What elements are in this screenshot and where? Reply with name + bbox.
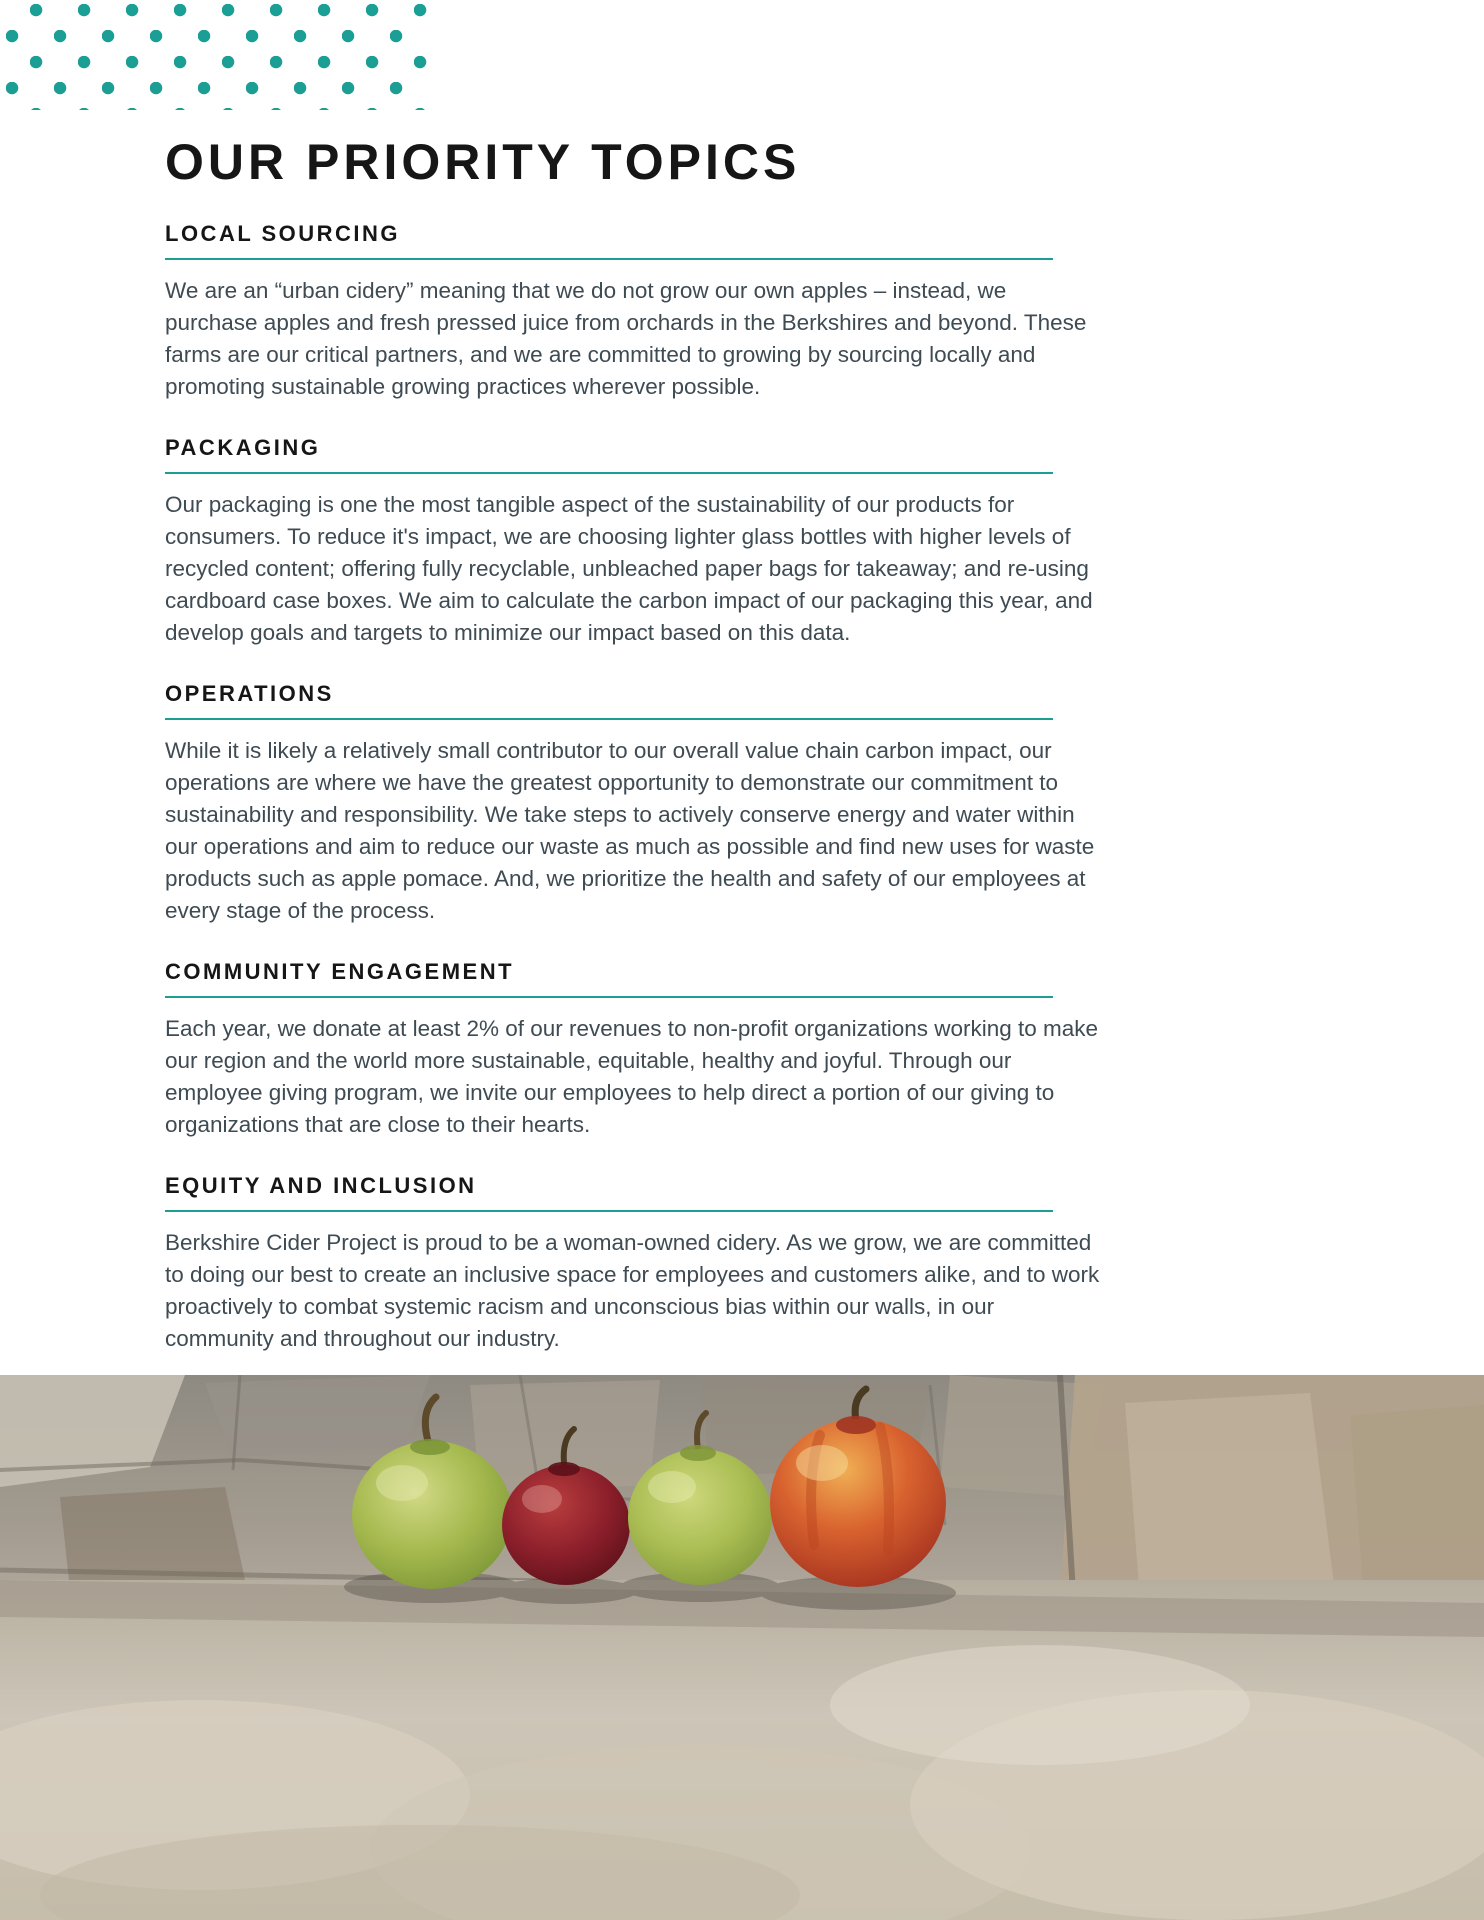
section-body: We are an “urban cidery” meaning that we do not grow our own apples – instead, we purchase apples and fresh pressed juice from orchards in the Berkshires and beyond. These farms are our critical partners, and we are committed to growing by sourcing locally and promoting sustainable growing practices wherever possible. [165, 277, 1087, 399]
section-heading: LOCAL SOURCING [165, 220, 401, 246]
section-body: While it is likely a relatively small contributor to our overall value chain carbon impact, our operations are where we have the greatest opportunity to demonstrate our commitment to sustainability and responsibility. We take steps to actively conserve energy and water within our operations and aim to reduce our waste as much as possible and find new uses for waste products such as apple pomace. And, we prioritize the health and safety of our employees at every stage of the process. [165, 737, 1095, 923]
section-local-sourcing [165, 221, 1110, 403]
section-heading: PACKAGING [165, 434, 321, 460]
section-body: Our packaging is one the most tangible aspect of the sustainability of our products for consumers. To reduce it's impact, we are choosing lighter glass bottles with higher levels of recycled content; offering fully recyclable, unbleached paper bags for takeaway; and re-using cardboard case boxes. We aim to calculate the carbon impact of our packaging this year, and develop goals and targets to minimize our impact based on this data. [165, 491, 1093, 645]
section-heading: COMMUNITY ENGAGEMENT [165, 958, 515, 984]
stone-ledge [0, 1580, 1484, 1920]
section-divider [165, 718, 1053, 720]
section-divider [165, 996, 1053, 998]
section-body: Berkshire Cider Project is proud to be a woman-owned cidery. As we grow, we are committed to doing our best to create an inclusive space for employees and customers alike, and to work proactively to combat systemic racism and unconscious bias within our walls, in our community and throughout our industry. [165, 1229, 1100, 1351]
section-heading: OPERATIONS [165, 680, 334, 706]
section-heading: EQUITY AND INCLUSION [165, 1172, 477, 1198]
section-divider [165, 472, 1053, 474]
section-body: Each year, we donate at least 2% of our revenues to non-profit organizations working to make our region and the world more sustainable, equitable, healthy and joyful. Through our employee giving program, we invite our employees to help direct a portion of our giving to organizations that are close to their hearts. [165, 1015, 1099, 1137]
page-title: OUR PRIORITY TOPICS [165, 134, 801, 190]
section-community-engagement [165, 959, 1110, 1141]
section-packaging [165, 435, 1110, 649]
section-divider [165, 258, 1053, 260]
apples-photo [0, 1375, 1484, 1920]
section-equity-and-inclusion [165, 1173, 1110, 1355]
section-divider [165, 1210, 1053, 1212]
section-operations [165, 681, 1110, 927]
